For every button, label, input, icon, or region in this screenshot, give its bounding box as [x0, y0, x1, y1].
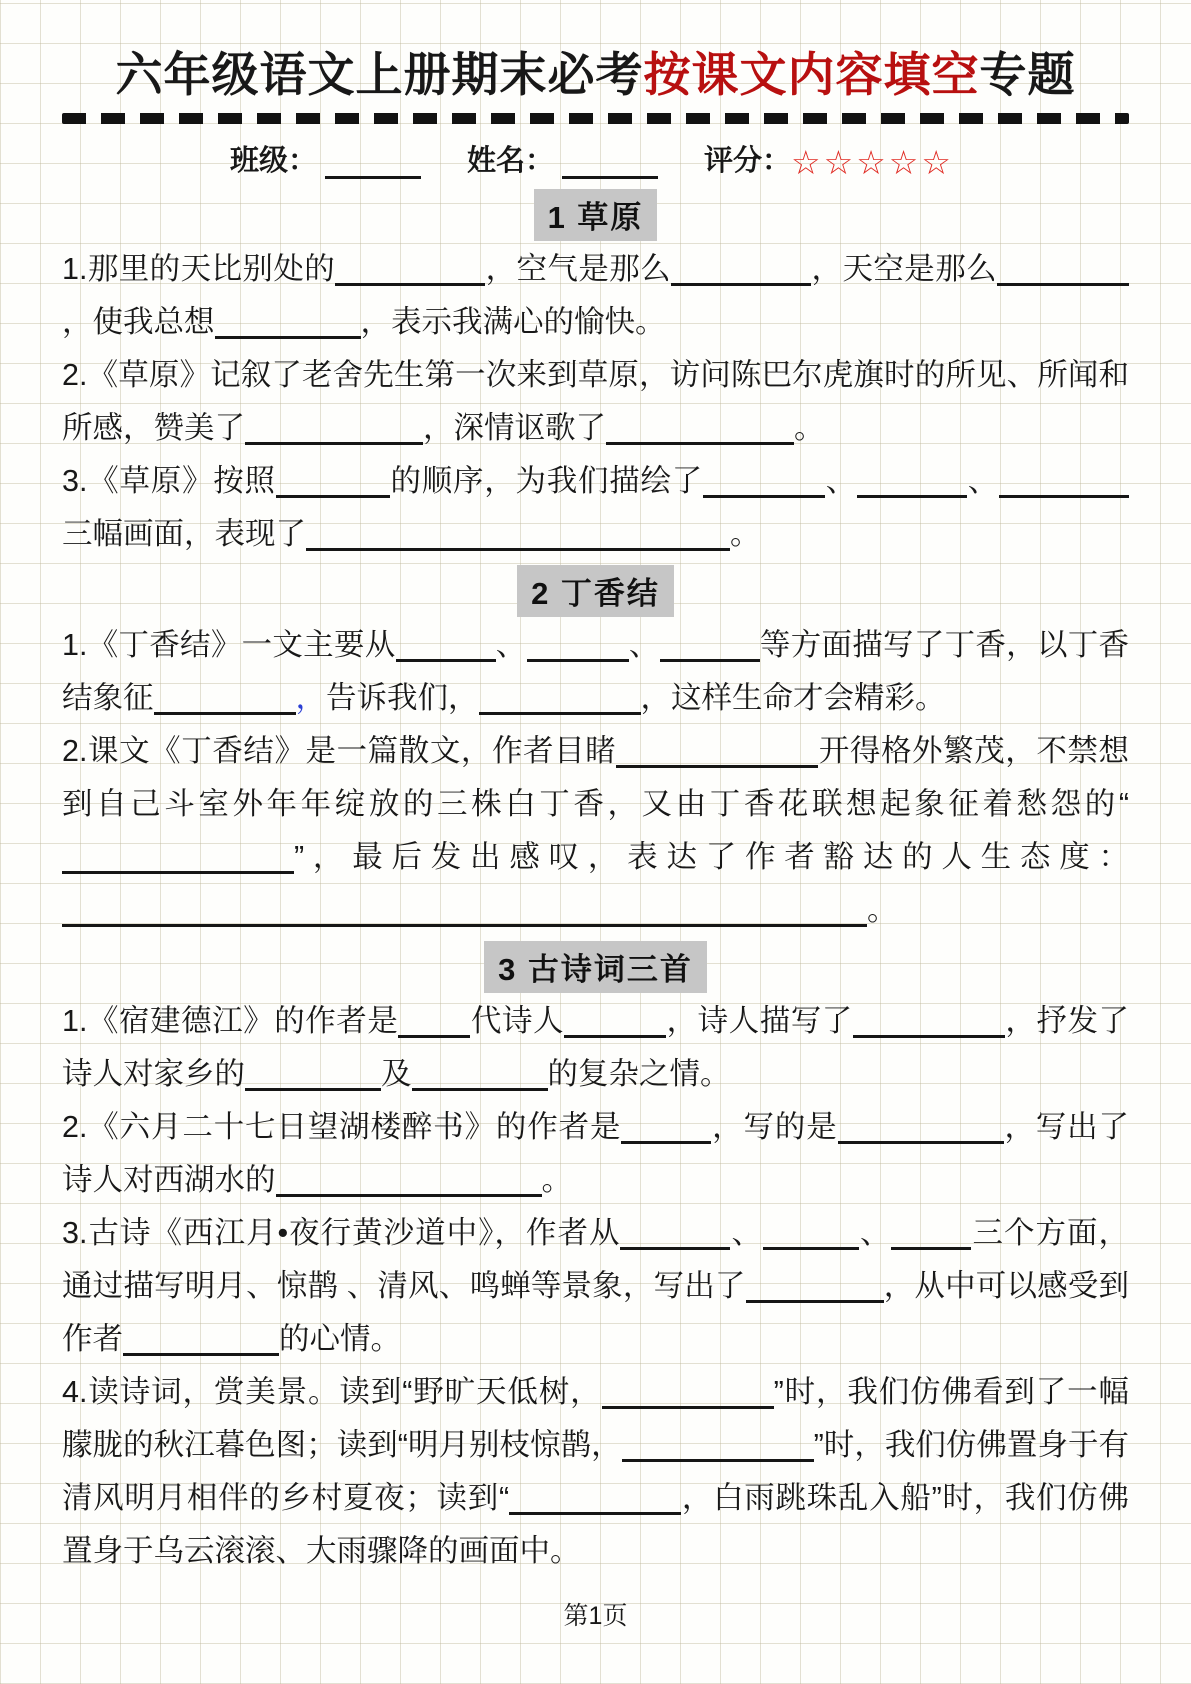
- item-text: 开得格外繁茂，不禁想到自己斗室外年年绽放的三株白丁香，又由丁香花联想起象征着愁怨的“: [62, 733, 1130, 821]
- item-text: 的复杂之情。: [547, 1056, 731, 1091]
- item-text: 及: [381, 1056, 412, 1091]
- dashed-divider: [62, 113, 1129, 124]
- blank-line: [997, 257, 1129, 286]
- blank-line: [527, 633, 629, 662]
- item-text: 3.《草原》按照: [62, 463, 276, 498]
- blank-line: [838, 1115, 1004, 1144]
- blank-line: [763, 1221, 859, 1250]
- blank-line: [245, 416, 423, 445]
- item-text: 等方面描写了丁香，以丁香结象征: [62, 627, 1130, 715]
- item-text: 。: [867, 892, 898, 927]
- worksheet-section: [62, 941, 1129, 1578]
- blank-line: [276, 1168, 542, 1197]
- item-text: 、: [858, 1215, 892, 1250]
- fill-in-item: [62, 1101, 1129, 1207]
- item-text: 。: [730, 516, 761, 551]
- name-label: 姓名：: [467, 144, 555, 177]
- blank-line: [622, 1433, 814, 1462]
- score-stars: ☆☆☆☆☆: [791, 143, 954, 181]
- item-text: 三幅画面，表现了: [62, 516, 306, 551]
- title-text-left: 六年级语文上册期末必考: [115, 48, 644, 101]
- blank-line: [215, 310, 361, 339]
- fill-in-item: [62, 349, 1129, 455]
- item-text: ，表示我满心的愉快。: [360, 304, 666, 339]
- item-text: ，天空是那么: [811, 251, 998, 286]
- item-text: ，深情讴歌了: [423, 410, 606, 445]
- blank-line: [999, 469, 1129, 498]
- blank-line: [857, 469, 967, 498]
- item-text: ，从中可以感受到作者: [62, 1268, 1130, 1356]
- score-label: 评分：: [704, 144, 792, 177]
- fill-in-item: [62, 243, 1129, 349]
- fill-in-item: [62, 455, 1129, 561]
- item-text: ，使我总想: [62, 304, 215, 339]
- item-text: 2.课文《丁香结》是一篇散文，作者目睹: [62, 733, 617, 768]
- section-heading: 2 丁香结: [517, 565, 674, 617]
- item-text: 的心情。: [279, 1321, 401, 1356]
- blank-line: [564, 1009, 666, 1038]
- worksheet-body: [62, 189, 1129, 1578]
- blank-line: [245, 1062, 381, 1091]
- item-text: ，白雨跳珠乱入船”时，我们仿佛置身于乌云滚滚、大雨骤降的画面中。: [62, 1480, 1130, 1568]
- blank-line: [703, 469, 825, 498]
- blank-line: [154, 686, 296, 715]
- blank-line: [746, 1274, 884, 1303]
- blank-line: [621, 1115, 711, 1144]
- item-text: 三个方面，通过描写明月、惊鹊 、清风、鸣蝉等景象，写出了: [62, 1215, 1130, 1303]
- section-heading: 1 草原: [534, 189, 658, 241]
- blank-line: [62, 845, 294, 874]
- score-field: [704, 138, 954, 179]
- fill-in-item: [62, 725, 1129, 937]
- blank-line: [412, 1062, 548, 1091]
- item-text: 。: [541, 1162, 572, 1197]
- item-text: 3.古诗《西江月•夜行黄沙道中》，作者从: [62, 1215, 621, 1250]
- blank-line: [606, 416, 794, 445]
- blank-line: [335, 257, 485, 286]
- item-text: 、: [495, 627, 527, 662]
- item-text: ”时，我们仿佛置身于有清风明月相伴的乡村夏夜；读到“: [62, 1427, 1130, 1515]
- blank-line: [671, 257, 811, 286]
- name-field: [467, 138, 658, 179]
- item-text: ，抒发了诗人对家乡的: [62, 1003, 1130, 1091]
- item-text: 告诉我们，: [326, 680, 479, 715]
- page-number: 第1页: [563, 1601, 628, 1630]
- fill-in-item: [62, 995, 1129, 1101]
- section-heading: 3 古诗词三首: [484, 941, 707, 993]
- item-text: 、: [825, 463, 858, 498]
- class-blank-line: [325, 150, 421, 179]
- item-text: ，空气是那么: [485, 251, 672, 286]
- item-text: 的顺序，为我们描绘了: [389, 463, 703, 498]
- item-text: 2.《六月二十七日望湖楼醉书》的作者是: [62, 1109, 622, 1144]
- info-bar: [62, 138, 1129, 179]
- blank-line: [853, 1009, 1005, 1038]
- item-text: 2.《草原》记叙了老舍先生第一次来到草原，访问陈巴尔虎旗时的所见、所闻和所感，赞美了: [62, 357, 1129, 445]
- fill-in-item: [62, 619, 1129, 725]
- blank-line: [620, 1221, 730, 1250]
- blank-line: [62, 898, 867, 927]
- fill-in-item: [62, 1366, 1129, 1578]
- class-label: 班级：: [230, 144, 318, 177]
- worksheet-section: [62, 565, 1129, 937]
- blank-line: [398, 1009, 470, 1038]
- item-text: ，写的是: [711, 1109, 838, 1144]
- item-text: 1.《宿建德江》的作者是: [62, 1003, 399, 1038]
- item-text: ”，最后发出感叹，表达了作者豁达的人生态度：: [294, 839, 1129, 874]
- blank-line: [479, 686, 641, 715]
- blank-line: [891, 1221, 971, 1250]
- name-blank-line: [562, 150, 658, 179]
- item-text: 、: [628, 627, 660, 662]
- title-text-right: 专题: [979, 48, 1076, 101]
- blank-line: [306, 522, 730, 551]
- item-text: 。: [794, 410, 825, 445]
- blank-line: [602, 1380, 774, 1409]
- blank-line: [509, 1486, 681, 1515]
- blank-line: [276, 469, 390, 498]
- worksheet-section: [62, 189, 1129, 561]
- blank-line: [616, 739, 818, 768]
- title-highlight: 按课文内容填空: [643, 48, 980, 101]
- item-text: 4.读诗词，赏美景。读到“野旷天低树，: [62, 1374, 602, 1409]
- page-title: [62, 46, 1129, 105]
- item-text: 代诗人: [470, 1003, 565, 1038]
- item-text: 1.那里的天比别处的: [62, 251, 336, 286]
- item-text: ，诗人描写了: [666, 1003, 853, 1038]
- item-text: 、: [967, 463, 1000, 498]
- blank-line: [396, 633, 496, 662]
- class-field: [230, 138, 421, 179]
- blank-line: [123, 1327, 279, 1356]
- item-text: ，这样生命才会精彩。: [640, 680, 946, 715]
- item-text: 1.《丁香结》一文主要从: [62, 627, 396, 662]
- item-text: ，写出了诗人对西湖水的: [62, 1109, 1130, 1197]
- item-text: ，: [295, 680, 326, 715]
- fill-in-item: [62, 1207, 1129, 1366]
- item-text: 、: [730, 1215, 763, 1250]
- item-text: ”时，我们仿佛看到了一幅朦胧的秋江暮色图；读到“明月别枝惊鹊，: [62, 1374, 1130, 1462]
- blank-line: [660, 633, 760, 662]
